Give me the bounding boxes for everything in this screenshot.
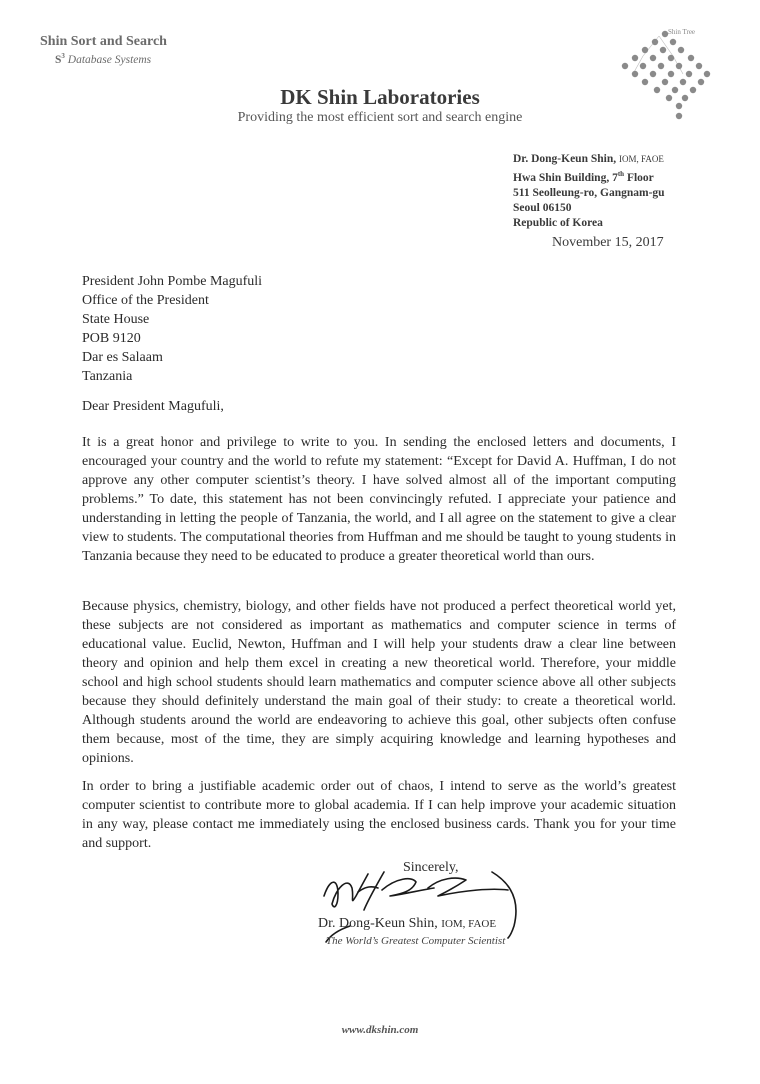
body-paragraph: Because physics, chemistry, biology, and other fields have not produced a perfect theoretical world yet, these subjects are not considered as important as mathematics and computer science in terms of educational value. Euclid, Newton, Huffman and I will help your students draw a clear line between theory and opinion and help them excel in creating a new theoretical world. Therefore, your middle school and high school students should learn mathematics and computer science above all other subjects because they should definitely understand the main goal of their study: to create a theoretical world. Although students around the world are endeavoring to achieve this goal, other subjects often confuse them because, most of the time, they are simply acquiring knowledge and learning hypotheses and opinions. (82, 599, 676, 766)
recipient-line: Tanzania (82, 369, 133, 384)
lab-name: DK Shin Laboratories (280, 85, 480, 109)
body-paragraph: It is a great honor and privilege to write to you. In sending the enclosed letters and documents, I encouraged your country and the world to refute my statement: “Except for David A. Huffman, I do not approve any other computer scientist’s theory. I have solved almost all of the important computing problems.” To date, this statement has not been convincingly refuted. I appreciate your patience and understanding in letting the people of Tanzania, the world, and I all agree on the statement to give a clear view to students. The computational theories from Huffman and me should be taught to young students in Tanzania because they need to be educated to produce a greater theoretical world than ours. (82, 435, 676, 564)
signer-name: Dr. Dong-Keun Shin, IOM, FAOE (318, 916, 497, 931)
brand-line2: $S^3$ Database Systems (55, 52, 152, 66)
sender-name: Dr. Dong-Keun Shin, IOM, FAOE (513, 153, 664, 165)
shin-tree-logo-icon (615, 26, 725, 126)
recipient-address (82, 272, 262, 386)
sender-street: 511 Seolleung-ro, Gangnam-gu (513, 186, 665, 199)
signer-title: The World’s Greatest Computer Scientist (326, 935, 506, 947)
recipient-line: Dar es Salaam (82, 350, 163, 365)
recipient-line: President John Pombe Magufuli (82, 274, 263, 289)
salutation: Dear President Magufuli, (82, 399, 224, 414)
sender-address (513, 152, 665, 231)
brand-line1: Shin Sort and Search (40, 34, 167, 49)
sender-building: Hwa Shin Building, 7th Floor (513, 170, 654, 184)
closing: Sincerely, (403, 860, 459, 875)
lab-tagline: Providing the most efficient sort and search engine (237, 110, 523, 125)
recipient-line: State House (82, 312, 150, 327)
signature-icon (316, 866, 526, 946)
sender-country: Republic of Korea (513, 216, 603, 229)
tree-label: Shin Tree (668, 28, 696, 36)
recipient-line: POB 9120 (82, 331, 141, 346)
letter-date: November 15, 2017 (552, 235, 664, 250)
website-link[interactable]: www.dkshin.com (341, 1024, 419, 1036)
body-paragraph: In order to bring a justifiable academic order out of chaos, I intend to serve as the world’s greatest computer scientist to contribute more to global academia. If I can help improve your academic situation in any way, please contact me immediately using the enclosed business cards. Thank you for your time and support. (82, 779, 676, 851)
recipient-line: Office of the President (82, 293, 209, 308)
sender-city: Seoul 06150 (513, 201, 572, 214)
